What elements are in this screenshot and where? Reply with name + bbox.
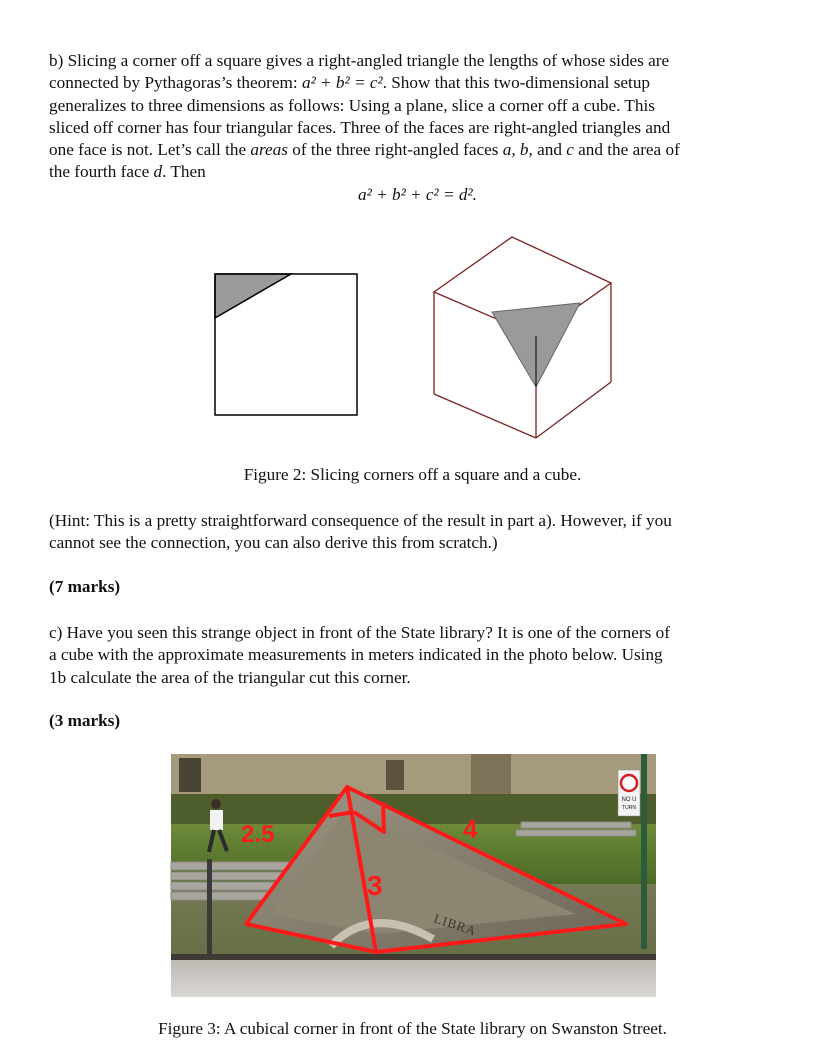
part-b-line5-mid: of the three right-angled faces bbox=[287, 140, 503, 160]
part-c-line3: 1b calculate the area of the triangular cut this corner. bbox=[49, 667, 411, 687]
part-b-line5-post: and the area of bbox=[573, 140, 680, 160]
square-corner-figure bbox=[214, 273, 359, 418]
display-equation: a² + b² + c² = d². bbox=[358, 185, 477, 204]
part-c-paragraph bbox=[49, 622, 777, 689]
var-abc: a, b, bbox=[502, 140, 533, 160]
areas-word: areas bbox=[250, 140, 288, 160]
part-b-line2-pre: connected by Pythagoras’s theorem: bbox=[49, 73, 302, 93]
square-slice-triangle bbox=[215, 274, 291, 318]
sign-text-line1: NO U bbox=[621, 797, 637, 803]
part-b-line5-pre: one face is not. Let’s call the bbox=[49, 140, 251, 160]
building-window-mid bbox=[386, 760, 404, 790]
part-b-line4: sliced off corner has four triangular faces. Three of the faces are right-angled triangles and bbox=[49, 117, 671, 137]
engraving-text: LIBRA bbox=[432, 910, 479, 939]
part-c-line1: c) Have you seen this strange object in front of the State library? It is one of the corners of bbox=[49, 623, 670, 642]
part-b-line6-post: . Then bbox=[162, 162, 206, 182]
label-left-measure: 2.5 bbox=[241, 821, 275, 848]
state-library-photo bbox=[171, 754, 656, 997]
label-middle-measure: 3 bbox=[367, 870, 383, 901]
part-b-line6-pre: the fourth face bbox=[49, 162, 154, 182]
label-right-measure: 4 bbox=[463, 814, 478, 844]
building-window-left bbox=[179, 758, 201, 792]
part-c-line2: a cube with the approximate measurements in meters indicated in the photo below. Using bbox=[49, 645, 663, 665]
part-b-line2-post: . Show that this two-dimensional setup bbox=[382, 73, 651, 93]
figure-2-caption: Figure 2: Slicing corners off a square and a cube. bbox=[243, 465, 582, 484]
cube-corner-figure bbox=[430, 234, 615, 440]
pavement-edge bbox=[171, 954, 656, 960]
pavement bbox=[171, 960, 656, 997]
hint-line2: cannot see the connection, you can also derive this from scratch.) bbox=[49, 533, 498, 553]
cube-bottom-left bbox=[434, 394, 536, 438]
marks-c: (3 marks) bbox=[49, 711, 121, 730]
building-window-right bbox=[471, 754, 511, 794]
sign-text-line2: TURN bbox=[622, 805, 636, 811]
part-b-line1: b) Slicing a corner off a square gives a right-angled triangle the lengths of whose sides are bbox=[49, 51, 670, 70]
part-b-line5-and: and bbox=[532, 140, 567, 160]
pythagoras-equation: a² + b² = c² bbox=[301, 73, 383, 93]
hint-line1: (Hint: This is a pretty straightforward consequence of the result in part a). However, if you bbox=[49, 511, 672, 530]
cube-bottom-right bbox=[536, 382, 611, 438]
var-c: c bbox=[566, 140, 574, 160]
part-b-line3: generalizes to three dimensions as follows: Using a plane, slice a corner off a cube. This bbox=[49, 95, 655, 115]
marks-b: (7 marks) bbox=[49, 577, 121, 596]
hint-paragraph bbox=[49, 510, 777, 555]
figure-3-caption: Figure 3: A cubical corner in front of the State library on Swanston Street. bbox=[158, 1019, 667, 1038]
var-d: d bbox=[153, 162, 163, 182]
part-b-paragraph bbox=[49, 50, 777, 184]
